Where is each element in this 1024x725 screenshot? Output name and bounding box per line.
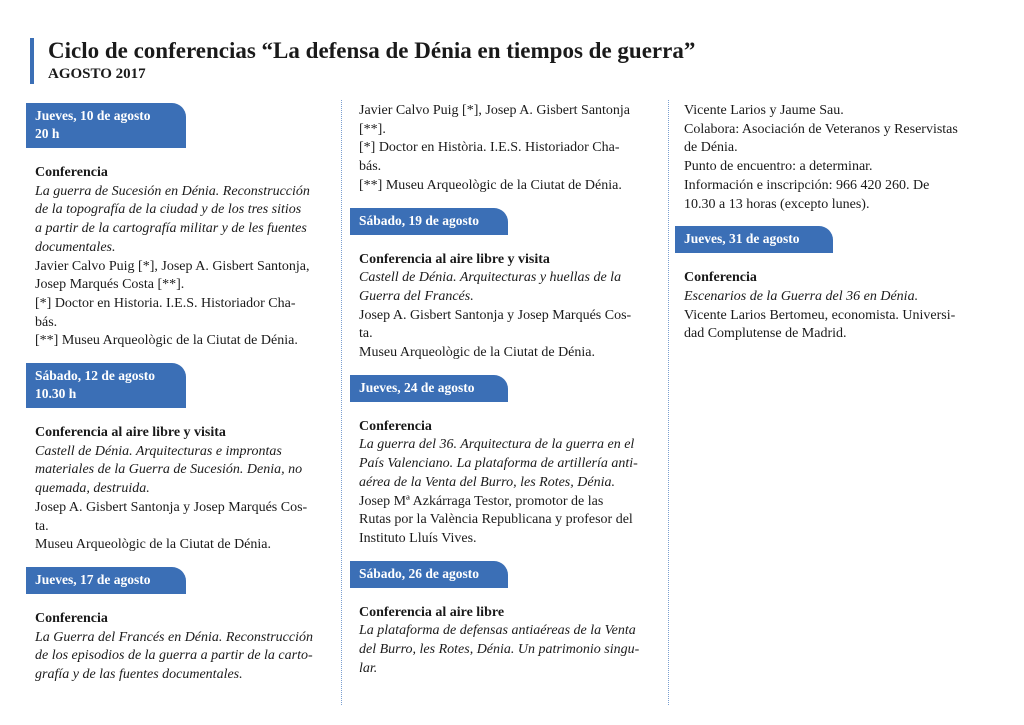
body-text-line: [**]. (359, 121, 386, 137)
event-date: Jueves, 31 de agosto (684, 231, 800, 247)
event-title-line: quemada, destruida. (35, 481, 150, 497)
body-text-line: [*] Doctor en Història. I.E.S. Historiador Cha- (359, 140, 620, 156)
event-date: Jueves, 10 de agosto (35, 108, 151, 123)
event-date: Jueves, 17 de agosto (35, 571, 151, 587)
continued-text (350, 102, 666, 196)
event-detail-line: ta. (359, 326, 373, 342)
event-detail-line: bás. (35, 314, 58, 330)
event-block (675, 226, 995, 344)
event-title-line: a partir de la cartografía militar y de les fuentes (35, 221, 307, 237)
event-title-line: grafía y de las fuentes documentales. (35, 667, 243, 683)
event-detail-line: Rutas por la València Republicana y profesor del (359, 512, 633, 528)
event-detail-line: [**] Museu Arqueològic de la Ciutat de Dénia. (35, 333, 298, 349)
event-detail-line: Josep A. Gisbert Santonja y Josep Marqués Cos- (359, 307, 632, 323)
date-tab (26, 103, 186, 148)
event-title-line: aérea de la Venta del Burro, les Rotes, Dénia. (359, 474, 615, 490)
column-divider (341, 100, 342, 705)
date-tab (350, 561, 508, 588)
event-block (26, 567, 332, 685)
event-title-line: del Burro, les Rotes, Dénia. Un patrimonio singu- (359, 642, 640, 658)
event-time: 10.30 h (35, 386, 77, 402)
column-2 (350, 103, 666, 690)
event-body (350, 418, 666, 549)
body-text-line: 10.30 a 13 horas (excepto lunes). (684, 196, 870, 212)
event-block (350, 561, 666, 679)
event-body (26, 610, 332, 685)
event-detail-line: Josep Marqués Costa [**]. (35, 277, 185, 293)
event-body (675, 269, 995, 344)
event-block (26, 363, 332, 555)
event-title-line: La guerra del 36. Arquitectura de la guerra en el (359, 437, 635, 453)
event-block (350, 375, 666, 549)
event-body (26, 424, 332, 555)
page-subtitle: AGOSTO 2017 (48, 66, 146, 82)
date-tab (675, 226, 833, 253)
event-block (350, 208, 666, 363)
event-type: Conferencia al aire libre y visita (359, 251, 550, 267)
event-type: Conferencia (35, 610, 108, 626)
body-text-line: Javier Calvo Puig [*], Josep A. Gisbert Santonja (359, 103, 631, 118)
event-type: Conferencia al aire libre y visita (35, 425, 226, 441)
event-detail-line: Josep Mª Azkárraga Testor, promotor de las (359, 493, 604, 509)
event-detail-line: Vicente Larios Bertomeu, economista. Universi- (684, 307, 956, 323)
event-detail-line: Josep A. Gisbert Santonja y Josep Marqués Cos- (35, 499, 308, 515)
event-detail-line: Instituto Lluís Vives. (359, 530, 477, 546)
event-title-line: documentales. (35, 239, 116, 255)
event-body (26, 164, 332, 351)
date-tab (26, 567, 186, 594)
event-date: Sábado, 19 de agosto (359, 212, 480, 228)
event-title-line: Castell de Dénia. Arquitecturas y huellas de la (359, 270, 622, 286)
event-title-line: La Guerra del Francés en Dénia. Reconstrucción (35, 629, 313, 645)
event-body (350, 604, 666, 679)
event-detail-line: Museu Arqueològic de la Ciutat de Dénia. (35, 537, 271, 553)
event-detail-line: [*] Doctor en Historia. I.E.S. Historiador Cha- (35, 295, 296, 311)
date-tab (26, 363, 186, 408)
date-tab (350, 208, 508, 235)
event-type: Conferencia al aire libre (359, 604, 505, 620)
event-type: Conferencia (359, 418, 432, 434)
event-title-line: País Valenciano. La plataforma de artillería anti- (359, 456, 638, 472)
event-time: 20 h (35, 126, 60, 141)
event-block (26, 103, 332, 351)
event-title-line: La plataforma de defensas antiaéreas de la Venta (359, 623, 636, 639)
event-detail-line: ta. (35, 518, 49, 534)
event-type: Conferencia (684, 270, 757, 286)
body-text-line: bás. (359, 159, 382, 175)
body-text-line: Colabora: Asociación de Veteranos y Reservistas (684, 121, 958, 137)
body-text-line: [**] Museu Arqueològic de la Ciutat de Dénia. (359, 177, 622, 193)
event-body (350, 251, 666, 363)
body-text-line: Punto de encuentro: a determinar. (684, 159, 873, 175)
column-3 (675, 103, 995, 356)
event-title-line: La guerra de Sucesión en Dénia. Reconstrucción (35, 183, 310, 199)
event-title-line: materiales de la Guerra de Sucesión. Denia, no (35, 462, 303, 478)
event-title-line: lar. (359, 660, 378, 676)
event-title-line: de la topografía de la ciudad y de los tres sitios (35, 202, 302, 218)
page-header (30, 38, 695, 84)
event-title-line: de los episodios de la guerra a partir de la carto- (35, 648, 313, 664)
body-text-line: de Dénia. (684, 140, 738, 156)
event-date: Sábado, 12 de agosto (35, 368, 156, 384)
body-text-line: Vicente Larios y Jaume Sau. (684, 103, 844, 118)
event-date: Sábado, 26 de agosto (359, 565, 480, 581)
continued-text (675, 102, 995, 214)
event-type: Conferencia (35, 165, 108, 180)
date-tab (350, 375, 508, 402)
event-date: Jueves, 24 de agosto (359, 379, 475, 395)
column-1 (26, 103, 332, 697)
event-detail-line: Museu Arqueològic de la Ciutat de Dénia. (359, 345, 595, 361)
column-divider (668, 100, 669, 705)
event-detail-line: dad Complutense de Madrid. (684, 326, 847, 342)
event-title-line: Guerra del Francés. (359, 288, 474, 304)
page-title: Ciclo de conferencias “La defensa de Dénia en tiempos de guerra” (48, 38, 696, 63)
event-title-line: Castell de Dénia. Arquitecturas e improntas (35, 443, 282, 459)
event-title-line: Escenarios de la Guerra del 36 en Dénia. (684, 288, 919, 304)
event-detail-line: Javier Calvo Puig [*], Josep A. Gisbert Santonja, (35, 258, 310, 274)
body-text-line: Información e inscripción: 966 420 260. De (684, 177, 930, 193)
